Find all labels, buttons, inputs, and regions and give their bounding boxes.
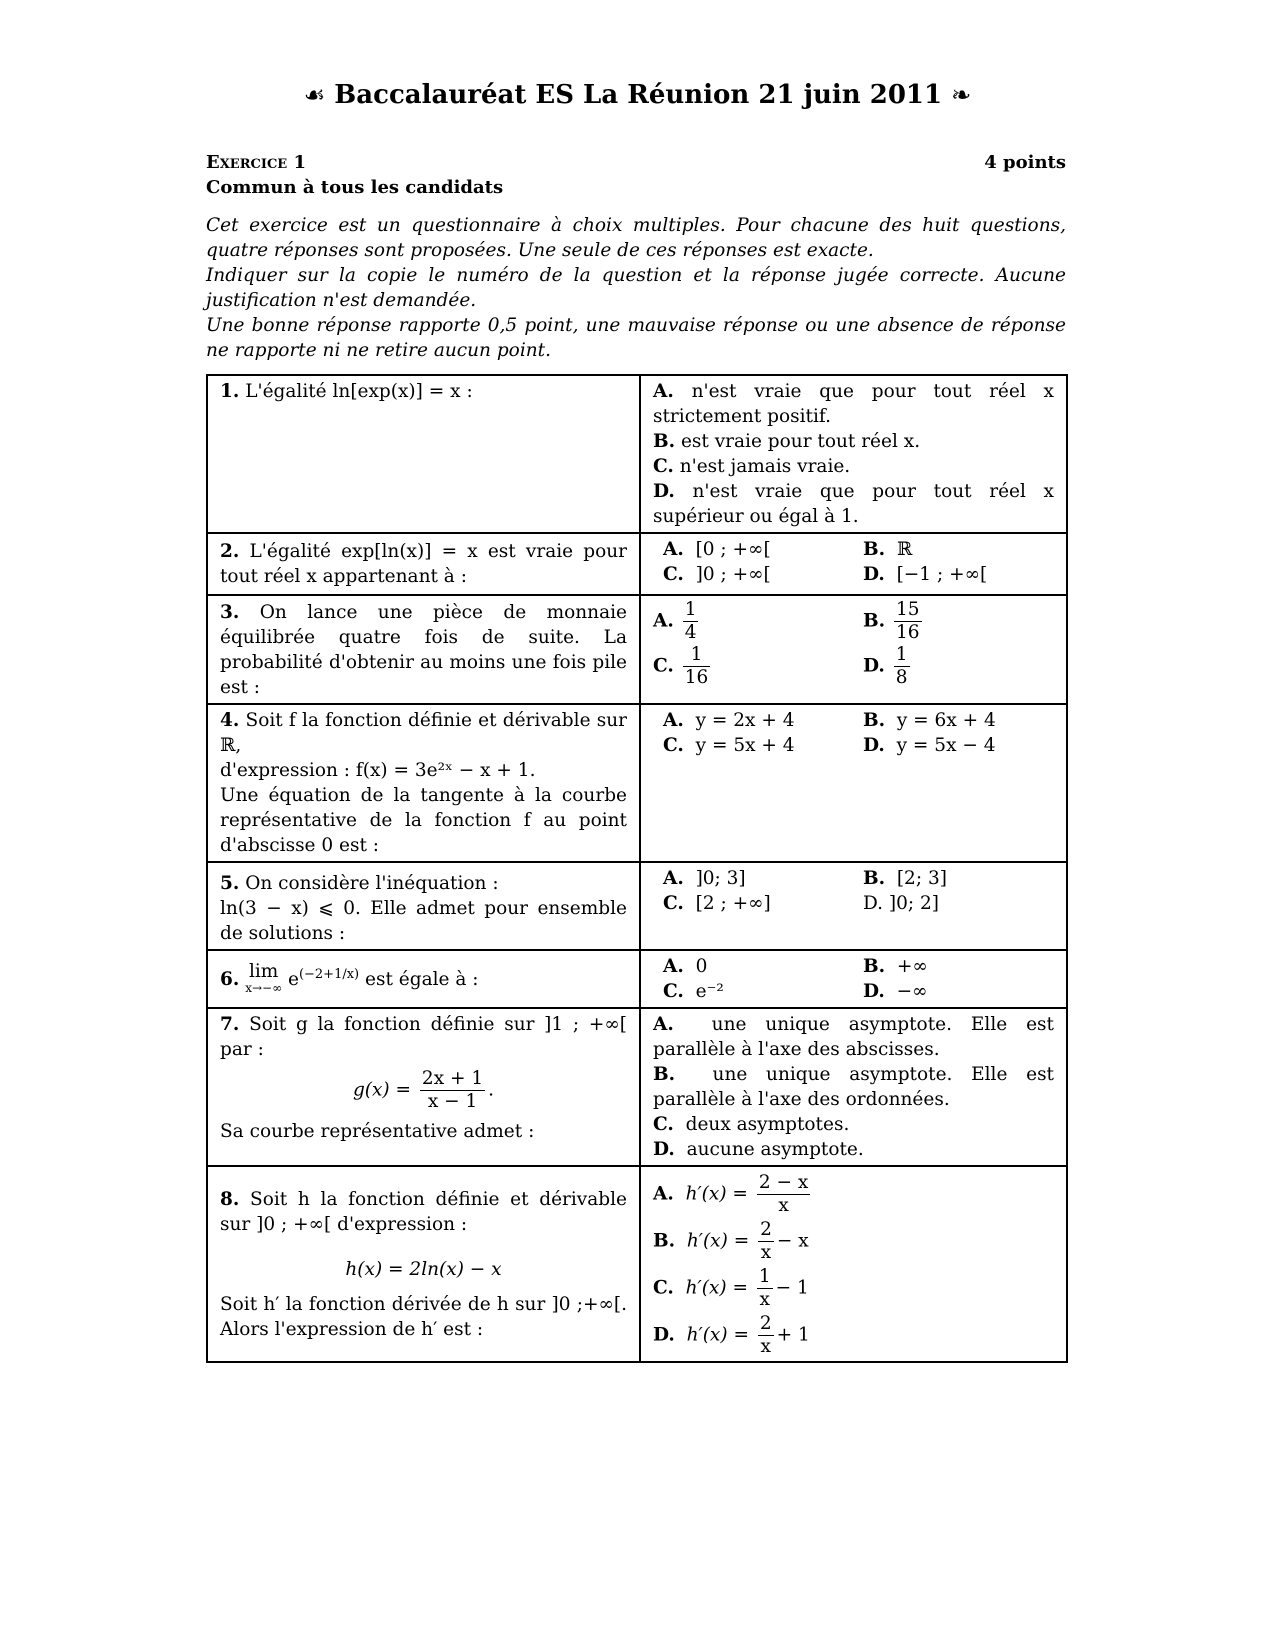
fraction bbox=[894, 599, 922, 644]
answer-letter: B. bbox=[863, 956, 886, 977]
answer-option bbox=[663, 954, 863, 979]
answer-text: y = 5x − 4 bbox=[896, 735, 996, 756]
question-number: 4. bbox=[220, 710, 240, 731]
answer-letter: A. bbox=[653, 610, 674, 632]
answer-option bbox=[863, 537, 1063, 562]
answer-option bbox=[863, 708, 1063, 733]
answer-letter: C. bbox=[663, 893, 684, 914]
question-cell bbox=[207, 950, 640, 1008]
answer-option bbox=[653, 1112, 1054, 1137]
answers-cell bbox=[640, 704, 1067, 862]
answer-option bbox=[653, 1266, 1054, 1311]
answer-letter: B. bbox=[653, 1064, 676, 1085]
answer-text: est vraie pour tout réel x. bbox=[680, 431, 921, 452]
question-cell bbox=[207, 862, 640, 950]
exp-base: e bbox=[287, 969, 299, 991]
question-text: d'expression : f(x) = 3e²ˣ − x + 1. bbox=[220, 760, 536, 781]
answer-text: −∞ bbox=[896, 981, 928, 1002]
question-number: 1. bbox=[220, 381, 240, 402]
question-row bbox=[207, 862, 1067, 950]
answer-option bbox=[663, 979, 863, 1004]
question-row bbox=[207, 950, 1067, 1008]
exercise-points: 4 points bbox=[984, 152, 1066, 173]
question-text: est égale à : bbox=[365, 969, 479, 991]
formula-dot: . bbox=[488, 1079, 495, 1101]
answer-text: aucune asymptote. bbox=[686, 1139, 864, 1160]
answer-letter: C. bbox=[653, 655, 674, 677]
formula-tail: − 1 bbox=[775, 1277, 809, 1299]
answer-text: n'est vraie que pour tout réel x strictement positif. bbox=[653, 381, 1054, 427]
answers-cell bbox=[640, 950, 1067, 1008]
limit-operator bbox=[245, 961, 283, 996]
question-cell bbox=[207, 1166, 640, 1362]
denominator: x bbox=[760, 1336, 771, 1357]
exercise-header bbox=[206, 152, 1066, 173]
answer-option bbox=[653, 1062, 1054, 1112]
answer-text: [2; 3] bbox=[896, 868, 947, 889]
answer-letter: A. bbox=[653, 381, 674, 402]
answers-cell bbox=[640, 375, 1067, 533]
answer-option bbox=[653, 479, 1054, 529]
numerator: 1 bbox=[895, 644, 908, 665]
answers-cell bbox=[640, 862, 1067, 950]
answer-text: y = 5x + 4 bbox=[695, 735, 795, 756]
page-title bbox=[0, 80, 1275, 110]
answer-text: ℝ bbox=[896, 539, 913, 560]
answer-text: deux asymptotes. bbox=[685, 1114, 850, 1135]
answer-option bbox=[663, 708, 863, 733]
answer-option bbox=[653, 1137, 1054, 1162]
answer-letter: C. bbox=[663, 735, 684, 756]
exercise-label: Exercice 1 bbox=[206, 152, 306, 173]
fraction bbox=[757, 1266, 773, 1311]
answer-letter: A. bbox=[663, 710, 684, 731]
fraction bbox=[683, 599, 699, 644]
question-cell bbox=[207, 1008, 640, 1166]
intro-paragraph: Une bonne réponse rapporte 0,5 point, une mauvaise réponse ou une absence de réponse ne rapporte ni ne retire aucun point. bbox=[206, 315, 1066, 361]
ornament-left-icon: ☙ bbox=[303, 81, 326, 109]
answer-text: e⁻² bbox=[695, 981, 724, 1002]
question-text: L'égalité exp[ln(x)] = x est vraie pour tout réel x appartenant à : bbox=[220, 541, 627, 587]
numerator: 2 bbox=[759, 1313, 772, 1334]
answer-letter: D. bbox=[863, 655, 885, 677]
answer-letter: C. bbox=[663, 564, 684, 585]
denominator: 8 bbox=[895, 667, 908, 688]
answer-option bbox=[653, 429, 1054, 454]
answer-letter: B. bbox=[863, 610, 886, 632]
question-row bbox=[207, 704, 1067, 862]
question-text: Soit h la fonction définie et dérivable sur ]0 ; +∞[ d'expression : bbox=[220, 1188, 627, 1235]
answer-letter: B. bbox=[863, 539, 886, 560]
question-text: Une équation de la tangente à la courbe représentative de la fonction f au point d'abscisse 0 est : bbox=[220, 785, 627, 856]
question-text: Soit f la fonction définie et dérivable sur ℝ, bbox=[220, 710, 627, 756]
fraction bbox=[683, 644, 711, 689]
answer-text: +∞ bbox=[896, 956, 928, 977]
question-text: ln(3 − x) ⩽ 0. Elle admet pour ensemble de solutions : bbox=[220, 898, 627, 944]
formula bbox=[220, 1068, 627, 1113]
answer-option bbox=[653, 1313, 1054, 1358]
answer-text: [−1 ; +∞[ bbox=[896, 564, 988, 585]
question-number: 8. bbox=[220, 1188, 240, 1210]
answer-letter: D. bbox=[653, 1324, 675, 1346]
question-cell bbox=[207, 704, 640, 862]
answer-letter: D. bbox=[863, 735, 885, 756]
exercise-subtitle: Commun à tous les candidats bbox=[206, 177, 504, 198]
numerator: 1 bbox=[683, 644, 711, 667]
formula bbox=[220, 1257, 627, 1282]
question-row bbox=[207, 595, 1067, 704]
question-row bbox=[207, 1166, 1067, 1362]
formula-text: h(x) = 2ln(x) − x bbox=[345, 1258, 502, 1280]
denominator: 16 bbox=[895, 622, 920, 643]
answer-letter: B. bbox=[653, 431, 676, 452]
formula-lhs: h′(x) = bbox=[685, 1277, 748, 1299]
fraction bbox=[894, 644, 910, 689]
answer-text: une unique asymptote. Elle est parallèle à l'axe des ordonnées. bbox=[653, 1064, 1054, 1110]
question-number: 3. bbox=[220, 602, 240, 623]
answer-text: [0 ; +∞[ bbox=[695, 539, 771, 560]
answer-option bbox=[653, 644, 863, 689]
fraction bbox=[420, 1068, 485, 1113]
question-text: On considère l'inéquation : bbox=[245, 873, 499, 894]
formula-tail: − x bbox=[776, 1230, 809, 1252]
title-text: Baccalauréat ES La Réunion 21 juin 2011 bbox=[334, 80, 943, 110]
answers-cell bbox=[640, 1166, 1067, 1362]
answer-letter: D. bbox=[653, 1139, 675, 1160]
answer-text: une unique asymptote. Elle est parallèle à l'axe des abscisses. bbox=[653, 1014, 1054, 1060]
answer-option bbox=[863, 562, 1063, 587]
answer-option bbox=[653, 1012, 1054, 1062]
answer-text: y = 2x + 4 bbox=[695, 710, 795, 731]
answers-cell bbox=[640, 595, 1067, 704]
qcm-table bbox=[206, 374, 1068, 1363]
ornament-right-icon: ❧ bbox=[951, 81, 972, 109]
answer-text: y = 6x + 4 bbox=[896, 710, 996, 731]
question-text: Sa courbe représentative admet : bbox=[220, 1121, 535, 1142]
question-cell bbox=[207, 533, 640, 595]
exponent: (−2+1/x) bbox=[298, 966, 360, 982]
answer-letter: C. bbox=[653, 456, 674, 477]
fraction bbox=[757, 1172, 810, 1217]
answer-option bbox=[663, 866, 863, 891]
answer-option bbox=[863, 644, 1063, 689]
answer-text: n'est vraie que pour tout réel x supérieur ou égal à 1. bbox=[653, 481, 1054, 527]
answer-option bbox=[653, 599, 863, 644]
answers-cell bbox=[640, 1008, 1067, 1166]
numerator: 15 bbox=[895, 599, 920, 620]
denominator: 4 bbox=[684, 622, 697, 643]
answer-letter: A. bbox=[663, 539, 684, 560]
answer-option bbox=[863, 733, 1063, 758]
formula-tail: + 1 bbox=[776, 1324, 810, 1346]
intro-paragraph: Cet exercice est un questionnaire à choix multiples. Pour chacune des huit questions, quatre réponses sont proposées. Une seule de ces réponses est exacte. bbox=[206, 215, 1066, 261]
formula-lhs: h′(x) = bbox=[685, 1183, 748, 1205]
answer-option bbox=[863, 891, 1063, 916]
answer-text: D. ]0; 2] bbox=[863, 893, 940, 914]
numerator: 2 − x bbox=[758, 1172, 809, 1193]
answer-letter: C. bbox=[663, 981, 684, 1002]
answer-letter: B. bbox=[863, 710, 886, 731]
answer-option bbox=[863, 599, 1063, 644]
question-row bbox=[207, 375, 1067, 533]
denominator: x bbox=[759, 1289, 770, 1310]
denominator: x − 1 bbox=[427, 1091, 478, 1112]
question-number: 6. bbox=[220, 969, 240, 991]
answer-option bbox=[663, 537, 863, 562]
answer-option bbox=[653, 454, 1054, 479]
answer-option bbox=[653, 379, 1054, 429]
question-text: L'égalité ln[exp(x)] = x : bbox=[245, 381, 473, 402]
limit-label: lim bbox=[248, 961, 279, 983]
answer-option bbox=[663, 891, 863, 916]
answer-text: ]0; 3] bbox=[695, 868, 746, 889]
answer-option bbox=[863, 979, 1063, 1004]
numerator: 2 bbox=[760, 1219, 772, 1240]
answer-letter: A. bbox=[663, 868, 684, 889]
answer-option bbox=[863, 866, 1063, 891]
answer-text: ]0 ; +∞[ bbox=[695, 564, 771, 585]
fraction bbox=[758, 1219, 774, 1264]
answer-letter: C. bbox=[653, 1114, 674, 1135]
answer-text: 0 bbox=[695, 956, 708, 977]
question-cell bbox=[207, 595, 640, 704]
question-number: 7. bbox=[220, 1014, 240, 1035]
exercise-intro bbox=[206, 213, 1066, 363]
answer-option bbox=[653, 1172, 1054, 1217]
answer-option bbox=[863, 954, 1063, 979]
numerator: 2x + 1 bbox=[421, 1068, 484, 1089]
answers-cell bbox=[640, 533, 1067, 595]
question-text: Soit h′ la fonction dérivée de h sur ]0 ;+∞[. Alors l'expression de h′ est : bbox=[220, 1293, 627, 1340]
answer-letter: A. bbox=[663, 956, 684, 977]
answer-option bbox=[663, 562, 863, 587]
answer-option bbox=[653, 1219, 1054, 1264]
denominator: x bbox=[778, 1195, 789, 1216]
numerator: 1 bbox=[684, 599, 697, 620]
formula-lhs: h′(x) = bbox=[686, 1230, 750, 1252]
answer-letter: A. bbox=[653, 1014, 674, 1035]
denominator: 16 bbox=[684, 667, 709, 688]
answer-letter: B. bbox=[653, 1230, 676, 1252]
intro-paragraph: Indiquer sur la copie le numéro de la question et la réponse jugée correcte. Aucune justification n'est demandée. bbox=[206, 265, 1066, 311]
numerator: 1 bbox=[758, 1266, 771, 1287]
fraction bbox=[758, 1313, 774, 1358]
formula-lhs: g(x) = bbox=[352, 1079, 412, 1101]
question-text: On lance une pièce de monnaie équilibrée quatre fois de suite. La probabilité d'obtenir au moins une fois pile est : bbox=[220, 602, 627, 698]
question-number: 2. bbox=[220, 541, 240, 562]
question-row bbox=[207, 1008, 1067, 1166]
answer-option bbox=[663, 733, 863, 758]
denominator: x bbox=[760, 1242, 772, 1263]
answer-letter: A. bbox=[653, 1183, 674, 1205]
question-cell bbox=[207, 375, 640, 533]
formula-lhs: h′(x) = bbox=[686, 1324, 749, 1346]
answer-letter: B. bbox=[863, 868, 886, 889]
answer-text: n'est jamais vraie. bbox=[679, 456, 851, 477]
answer-text: [2 ; +∞] bbox=[695, 893, 771, 914]
question-number: 5. bbox=[220, 873, 240, 894]
answer-letter: C. bbox=[653, 1277, 674, 1299]
answer-letter: D. bbox=[863, 981, 885, 1002]
answer-letter: D. bbox=[863, 564, 885, 585]
answer-letter: D. bbox=[653, 481, 675, 502]
limit-subscript: x→−∞ bbox=[245, 981, 283, 996]
question-row bbox=[207, 533, 1067, 595]
question-text: Soit g la fonction définie sur ]1 ; +∞[ par : bbox=[220, 1014, 627, 1060]
